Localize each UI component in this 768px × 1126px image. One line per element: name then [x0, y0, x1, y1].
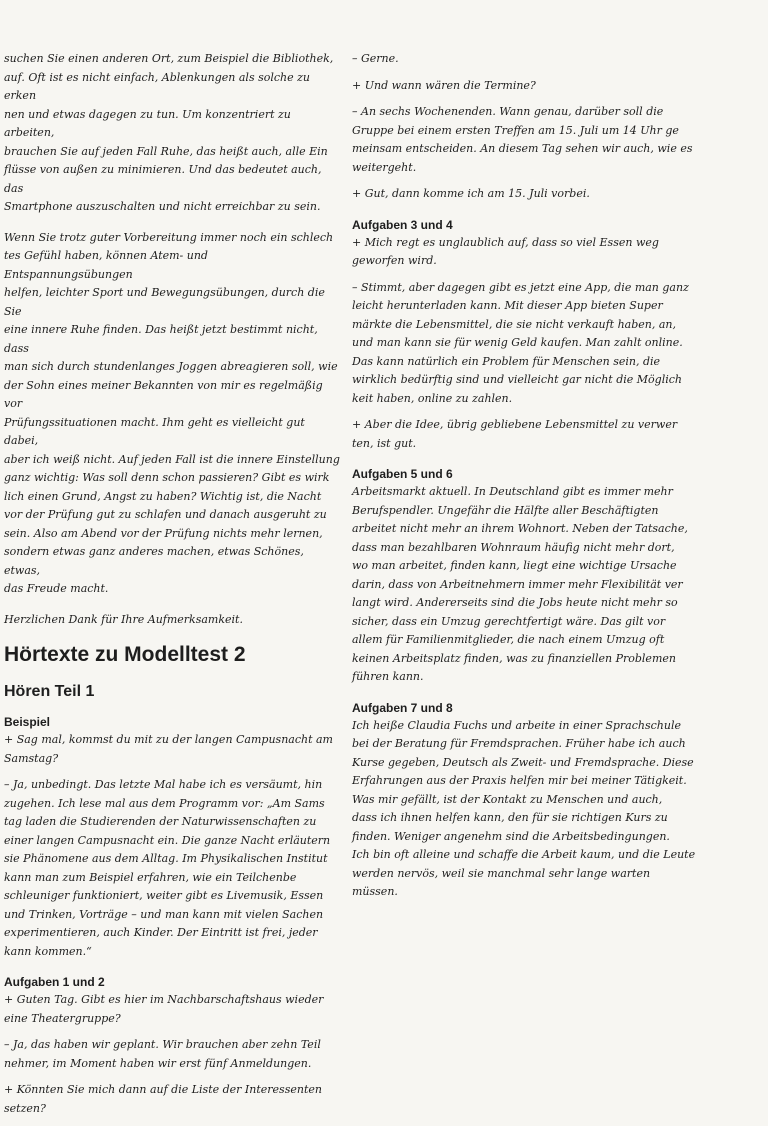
intro-paragraph-1: suchen Sie einen anderen Ort, zum Beispiel die Bibliothek, auf. Oft ist es nicht einfach, Ablenkungen als solche zu erken nen und etwas dagegen zu tun. Um konzentriert zu arbeiten, brauchen Sie auf jeden Fall Ruhe, das heißt auch, alle Ein flüsse von außen zu minimieren. Und das bedeutet auch, das Smartphone auszuschalten und nicht erreichbar zu sein. — [4, 52, 334, 213]
top-line-1: – Gerne. — [352, 52, 399, 65]
closing-paragraph: Herzlichen Dank für Ihre Aufmerksamkeit. — [4, 612, 243, 626]
beispiel-heading: Beispiel — [4, 715, 51, 729]
section-title: Hörtexte zu Modelltest 2 — [4, 643, 246, 666]
left-column — [4, 50, 340, 1126]
aufgaben-1-2-line-1: + Guten Tag. Gibt es hier im Nachbarschaftshaus wieder eine Theatergruppe? — [4, 993, 324, 1025]
right-column — [352, 50, 712, 914]
aufgaben-1-2-heading: Aufgaben 1 und 2 — [4, 975, 105, 989]
beispiel-line-2: – Ja, unbedingt. Das letzte Mal habe ich es versäumt, hin zugehen. Ich lese mal aus dem Programm vor: „Am Sams tag laden die Studierenden der Naturwissenschaften zu einer langen Campusnacht ein. Die ganze Nacht erläutern sie Phänomene aus dem Alltag. Im Physikalischen Institut kann man zum Beispiel erfahren, wie ein Teilchenbe schleuniger funktioniert, weiter gibt es Livemusik, Essen und Trinken, Vorträge – und man kann mit vielen Sachen experimentieren, auch Kinder. Der Eintritt ist frei, jeder kann kommen.“ — [4, 778, 331, 958]
aufgaben-5-6-text: Arbeitsmarkt aktuell. In Deutschland gibt es immer mehr Berufspendler. Ungefähr die Hälfte aller Beschäftigten arbeitet nicht mehr an ihrem Wohnort. Neben der Tatsache, dass man bezahlbaren Wohnraum häufig nicht mehr dort, wo man arbeitet, finden kann, liegt eine wichtige Ursache darin, dass von Arbeitnehmern immer mehr Flexibilität ver langt wird. Andererseits sind die Jobs heute nicht mehr so sicher, dass ein Umzug gerechtfertigt wäre. Das gilt vor allem für Familienmitglieder, die nach einem Umzug oft keinen Arbeitsplatz finden, was zu finanziellen Problemen führen kann. — [352, 485, 688, 683]
aufgaben-5-6-heading: Aufgaben 5 und 6 — [352, 467, 453, 481]
aufgaben-7-8-text: Ich heiße Claudia Fuchs und arbeite in einer Sprachschule bei der Beratung für Fremdsprachen. Früher habe ich auch Kurse gegeben, Deutsch als Zweit- und Fremdsprache. Diese Erfahrungen aus der Praxis helfen mir bei meiner Tätigkeit. Was mir gefällt, ist der Kontakt zu Menschen und auch, dass ich ihnen helfen kann, den für sie richtigen Kurs zu finden. Weniger angenehm sind die Arbeitsbedingungen. Ich bin oft alleine und schaffe die Arbeit kaum, und die Leute werden nervös, weil sie manchmal sehr lange warten müssen. — [352, 718, 696, 898]
intro-paragraph-2: Wenn Sie trotz guter Vorbereitung immer noch ein schlech tes Gefühl haben, können Atem- und Entspannungsübungen helfen, leichter Sport und Bewegungsübungen, durch die Sie eine innere Ruhe finden. Das heißt jetzt bestimmt nicht, dass man sich durch stundenlanges Joggen abreagieren soll, wie der Sohn eines meiner Bekannten von mir es regelmäßig vor Prüfungssituationen macht. Ihm geht es vielleicht gut dabei, aber ich weiß nicht. Auf jeden Fall ist die innere Einstellung ganz wichtig: Was soll denn schon passieren? Gibt es wirk lich einen Grund, Angst zu haben? Wichtig ist, die Nacht vor der Prüfung gut zu schlafen und danach ausgeruht zu sein. Also am Abend vor der Prüfung nichts mehr lernen, sondern etwas ganz anderes machen, etwas Schönes, etwas, das Freude macht. — [4, 230, 340, 595]
top-line-2: + Und wann wären die Termine? — [352, 78, 536, 92]
aufgaben-3-4-line-2: – Stimmt, aber dagegen gibt es jetzt eine App, die man ganz leicht herunterladen kann. Mit dieser App bieten Super märkte die Lebensmittel, die sie nicht verkauft haben, an, und man kann sie für wenig Geld kaufen. Man zahlt online. Das kann natürlich ein Problem für Menschen sein, die wirklich bedürftig sind und vielleicht gar nicht die Möglich keit haben, online zu zahlen. — [352, 280, 689, 405]
aufgaben-3-4-line-3: + Aber die Idee, übrig gebliebene Lebensmittel zu verwer ten, ist gut. — [352, 418, 678, 450]
aufgaben-3-4-heading: Aufgaben 3 und 4 — [352, 217, 453, 232]
aufgaben-7-8-heading: Aufgaben 7 und 8 — [352, 700, 453, 715]
subsection-title: Hören Teil 1 — [4, 683, 95, 700]
aufgaben-3-4-line-1: + Mich regt es unglaublich auf, dass so viel Essen weg geworfen wird. — [352, 235, 659, 267]
aufgaben-1-2-line-2: – Ja, das haben wir geplant. Wir brauchen aber zehn Teil nehmer, im Moment haben wir erst fünf Anmeldungen. — [4, 1038, 321, 1070]
aufgaben-1-2-line-3: + Könnten Sie mich dann auf die Liste der Interessenten setzen? — [4, 1083, 322, 1115]
top-line-3: – An sechs Wochenenden. Wann genau, darüber soll die Gruppe bei einem ersten Treffen am 15. Juli um 14 Uhr ge meinsam entscheiden. An diesem Tag sehen wir auch, wie es weitergeht. — [352, 105, 693, 174]
beispiel-line-1: + Sag mal, kommst du mit zu der langen Campusnacht am Samstag? — [4, 733, 333, 765]
top-line-4: + Gut, dann komme ich am 15. Juli vorbei. — [352, 187, 590, 200]
